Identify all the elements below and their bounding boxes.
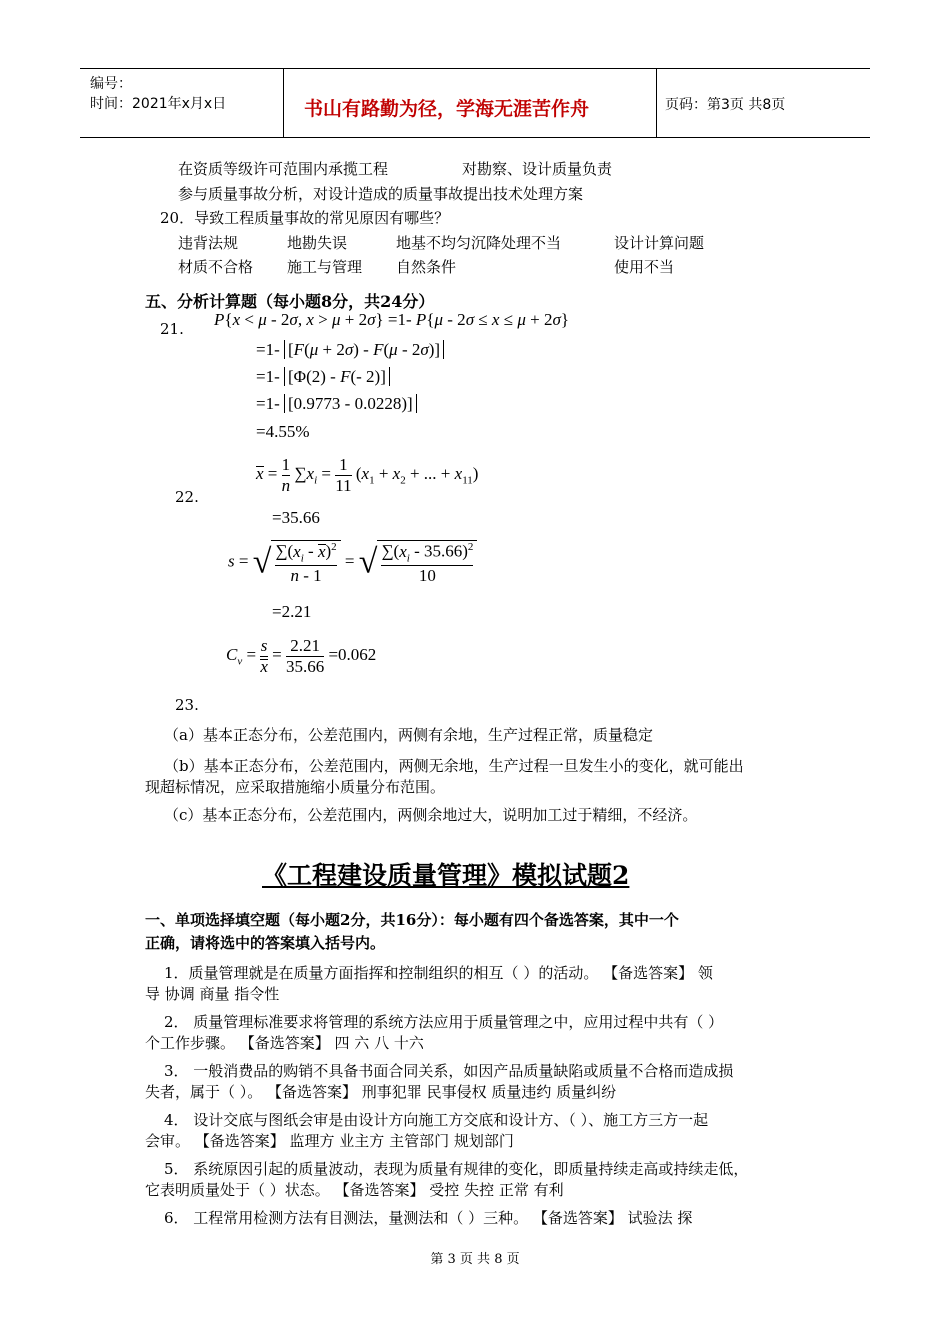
answer-b-cont: 现超标情况，应采取措施缩小质量分布范围。 <box>145 778 446 796</box>
cause-item: 地勘失误 <box>287 234 348 252</box>
section-title: 五、分析计算题（每小题8分，共24分） <box>145 292 435 311</box>
header-divider <box>656 69 657 137</box>
page-footer: 第 3 页 共 8 页 <box>430 1252 520 1267</box>
doc-number-label: 编号： <box>90 76 132 92</box>
question-1-options: 导 协调 商量 指令性 <box>145 985 280 1003</box>
formula-mean: x = $\frac{1}{n}$ $\sum x_i$ = $\frac{1}{11}$ ($x_1 + x_2$ + ... + $x_{11}$) <box>256 455 479 495</box>
cause-item: 材质不合格 <box>178 258 254 276</box>
answer-text: 参与质量事故分析，对设计造成的质量事故提出技术处理方案 <box>178 185 584 203</box>
formula-21-line2: =1- [F(μ + 2σ) - F(μ - 2σ)] <box>256 340 444 360</box>
cause-item: 地基不均匀沉降处理不当 <box>396 234 562 252</box>
question-5: 5． 系统原因引起的质量波动，表现为质量有规律的变化，即质量持续走高或持续走低， <box>164 1160 749 1178</box>
std-dev-result: =2.21 <box>272 602 312 621</box>
answer-text: 在资质等级许可范围内承揽工程 <box>178 160 389 178</box>
exam-title: 《工程建设质量管理》模拟试题2 <box>262 861 630 890</box>
question-number: 21. <box>160 320 184 338</box>
answer-b: （b）基本正态分布，公差范围内，两侧无余地，生产过程一旦发生小的变化，就可能出 <box>164 757 744 775</box>
mean-result: =35.66 <box>272 508 320 527</box>
header-divider <box>283 69 284 137</box>
answer-c: （c）基本正态分布，公差范围内，两侧余地过大，说明加工过于精细，不经济。 <box>164 806 698 824</box>
question-3-options: 失者，属于（ ）。 【备选答案】 刑事犯罪 民事侵权 质量违约 质量纠纷 <box>145 1083 617 1101</box>
question-6: 6． 工程常用检测方法有目测法，量测法和（ ）三种。 【备选答案】 试验法 探 <box>164 1209 693 1227</box>
cause-item: 设计计算问题 <box>614 234 705 252</box>
page-header <box>80 68 870 138</box>
question-2-options: 个工作步骤。 【备选答案】 四 六 八 十六 <box>145 1034 424 1052</box>
formula-std-dev: s = √ $\frac{\sum(x_i - x)^2}{n - 1}$ = √ $\frac{\sum(x_i - 35.66)^2}{10}$ <box>228 540 477 585</box>
formula-cv: $C_v$ = $\frac{s}{x}$ = $\frac{2.21}{35.66}$ =0.062 <box>226 636 377 676</box>
answer-text: 对勘察、设计质量负责 <box>462 160 613 178</box>
page-info: 页码：第3页 共8页 <box>665 97 786 113</box>
part-heading-cont: 正确，请将选中的答案填入括号内。 <box>145 934 386 952</box>
cause-item: 施工与管理 <box>287 258 363 276</box>
formula-21-line3: =1- [Φ(2) - F(- 2)] <box>256 367 390 387</box>
cause-item: 使用不当 <box>614 258 675 276</box>
question-3: 3． 一般消费品的购销不具备书面合同关系，如因产品质量缺陷或质量不合格而造成损 <box>164 1062 734 1080</box>
question-5-options: 它表明质量处于（ ）状态。 【备选答案】 受控 失控 正常 有利 <box>145 1181 564 1199</box>
part-heading: 一、单项选择填空题（每小题2分，共16分）：每小题有四个备选答案，其中一个 <box>145 911 679 929</box>
question-4: 4． 设计交底与图纸会审是由设计方向施工方交底和设计方、（ ）、施工方三方一起 <box>164 1111 709 1129</box>
formula-21-result: =4.55% <box>256 422 310 441</box>
cause-item: 违背法规 <box>178 234 239 252</box>
question-20: 20．导致工程质量事故的常见原因有哪些？ <box>160 209 450 227</box>
question-4-options: 会审。 【备选答案】 监理方 业主方 主管部门 规划部门 <box>145 1132 514 1150</box>
doc-date: 时间：2021年x月x日 <box>90 96 227 112</box>
formula-21-line4: =1- [0.9773 - 0.0228)] <box>256 394 417 414</box>
formula-21-line1: P{x < μ - 2σ, x > μ + 2σ} =1- P{μ - 2σ ≤ x ≤ μ + 2σ} <box>214 310 570 329</box>
cv-result: =0.062 <box>328 644 377 664</box>
question-1: 1．质量管理就是在质量方面指挥和控制组织的相互（ ）的活动。 【备选答案】 领 <box>164 964 713 982</box>
question-2: 2． 质量管理标准要求将管理的系统方法应用于质量管理之中，应用过程中共有（ ） <box>164 1013 724 1031</box>
cause-item: 自然条件 <box>396 258 457 276</box>
header-motto: 书山有路勤为径，学海无涯苦作舟 <box>304 98 590 120</box>
question-number: 23. <box>175 696 199 714</box>
answer-a: （a）基本正态分布，公差范围内，两侧有余地，生产过程正常，质量稳定 <box>164 726 653 744</box>
question-number: 22. <box>175 488 199 506</box>
